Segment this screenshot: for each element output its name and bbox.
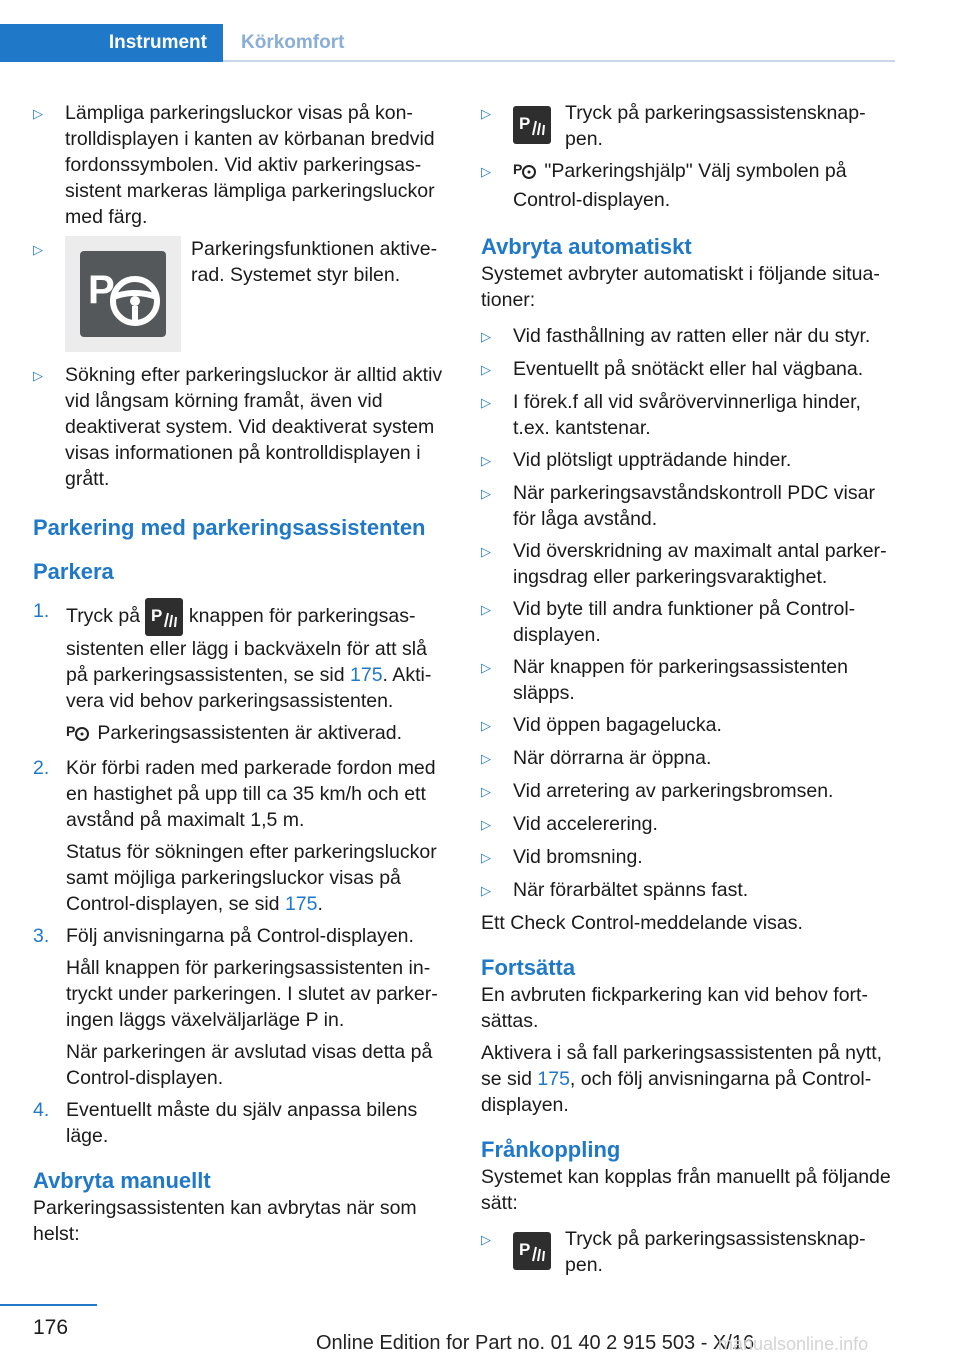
list-item-text: Vid öppen bagagelucka. bbox=[513, 714, 722, 736]
step-text: Följ anvisningarna på Control-displayen. bbox=[66, 925, 414, 947]
step-text bbox=[66, 598, 449, 714]
bullet-triangle-icon: ▷ bbox=[481, 164, 491, 179]
bullet-triangle-icon: ▷ bbox=[33, 368, 43, 383]
step-text: Eventuellt måste du själv anpassa bilens läge. bbox=[66, 1099, 418, 1147]
step-item bbox=[33, 598, 449, 714]
bullet-triangle-icon: ▷ bbox=[481, 1232, 491, 1247]
bullet-item bbox=[481, 1226, 895, 1278]
list-item-text: När parkeringsavståndskontroll PDC visar för låga avstånd. bbox=[513, 482, 875, 530]
parking-assist-active-icon bbox=[513, 160, 539, 187]
bullet-triangle-icon: ▷ bbox=[481, 453, 491, 468]
bullet-item bbox=[481, 100, 895, 152]
parking-assist-active-icon bbox=[66, 722, 92, 749]
bullet-triangle-icon: ▷ bbox=[481, 718, 491, 733]
list-item-text: Vid fasthållning av ratten eller när du styr. bbox=[513, 325, 871, 347]
subsection-heading: Fortsätta bbox=[481, 955, 576, 980]
edition-line: Online Edition for Part no. 01 40 2 915 503 - X/16 bbox=[316, 1332, 755, 1354]
step-continuation bbox=[66, 839, 449, 917]
left-column bbox=[33, 100, 449, 1253]
page-number: 176 bbox=[33, 1316, 69, 1339]
bullet-text bbox=[513, 158, 895, 213]
paragraph: Ett Check Control-meddelande visas. bbox=[481, 912, 803, 934]
footer-rule bbox=[0, 1304, 97, 1306]
bullet-item bbox=[33, 100, 449, 230]
list-item bbox=[481, 389, 895, 441]
list-item-text: Vid byte till andra funktioner på Control-displayen. bbox=[513, 598, 856, 646]
bullet-item bbox=[33, 236, 449, 352]
step-text-part: Parkeringsassistenten är aktiverad. bbox=[97, 722, 402, 744]
bullet-triangle-icon: ▷ bbox=[481, 544, 491, 559]
section-heading: Parkering med parkeringsassistenten bbox=[33, 515, 426, 540]
list-item bbox=[481, 447, 895, 474]
step-number: 1. bbox=[33, 600, 50, 622]
paragraph: Parkeringsassistenten kan avbrytas när som helst: bbox=[33, 1197, 417, 1245]
bullet-item bbox=[33, 362, 449, 492]
list-item bbox=[481, 538, 895, 590]
bullet-triangle-icon: ▷ bbox=[481, 660, 491, 675]
list-item bbox=[481, 877, 895, 904]
tab-instrument[interactable]: Instrument bbox=[0, 24, 223, 62]
bullet-text-part: "Parkeringshjälp" Välj symbolen på Control-displayen. bbox=[513, 160, 847, 211]
auto-stop-list bbox=[481, 323, 895, 904]
list-item bbox=[481, 480, 895, 532]
step-text: Kör förbi raden med parkerade fordon med en hastighet på upp till ca 35 km/h och ett avstånd på maximalt 1,5 m. bbox=[66, 757, 436, 831]
paragraph: Systemet avbryter automatiskt i följande situationer: bbox=[481, 263, 880, 311]
bullet-triangle-icon: ▷ bbox=[481, 850, 491, 865]
list-item bbox=[481, 811, 895, 838]
svg-text:P: P bbox=[519, 114, 531, 133]
paragraph: Systemet kan kopplas från manuellt på följande sätt: bbox=[481, 1166, 891, 1214]
bullet-item bbox=[481, 158, 895, 213]
list-item bbox=[481, 654, 895, 706]
list-item-text: När knappen för parkeringsassistenten släpps. bbox=[513, 656, 848, 704]
bullet-triangle-icon: ▷ bbox=[481, 784, 491, 799]
paragraph-part: , och följ anvisningarna på Control-displayen. bbox=[481, 1068, 872, 1116]
bullet-text: Tryck på parkeringsassistensknappen. bbox=[565, 1228, 866, 1276]
svg-text:P: P bbox=[88, 268, 115, 312]
step-number: 3. bbox=[33, 925, 50, 947]
list-item-text: Vid arretering av parkeringsbromsen. bbox=[513, 780, 834, 802]
parking-function-active-icon bbox=[65, 236, 181, 352]
list-item bbox=[481, 323, 895, 350]
bullet-triangle-icon: ▷ bbox=[33, 106, 43, 121]
step-continuation bbox=[66, 720, 449, 749]
step-continuation: När parkeringen är avslutad visas detta på Control-displayen. bbox=[66, 1041, 433, 1089]
page-link[interactable]: 175 bbox=[537, 1068, 570, 1090]
list-item bbox=[481, 844, 895, 871]
list-item bbox=[481, 356, 895, 383]
parking-assist-button-icon bbox=[145, 598, 183, 636]
bullet-triangle-icon: ▷ bbox=[481, 106, 491, 121]
header-rule bbox=[223, 60, 895, 62]
bullet-triangle-icon: ▷ bbox=[481, 486, 491, 501]
subsection-heading: Avbryta manuellt bbox=[33, 1168, 211, 1193]
paragraph bbox=[481, 1040, 895, 1118]
parking-assist-button-icon bbox=[513, 1232, 551, 1270]
svg-text:P: P bbox=[151, 606, 163, 625]
bullet-triangle-icon: ▷ bbox=[481, 362, 491, 377]
paragraph-part: Aktivera i så fall parkeringsassistenten på nytt, se sid bbox=[481, 1042, 883, 1090]
subsection-heading: Parkera bbox=[33, 559, 114, 584]
page-link[interactable]: 175 bbox=[284, 893, 318, 915]
paragraph: En avbruten fickparkering kan vid behov fortsättas. bbox=[481, 984, 868, 1032]
step-text-part: Tryck på bbox=[66, 605, 141, 628]
step-item bbox=[33, 1097, 449, 1149]
bullet-text: Tryck på parkeringsassistensknappen. bbox=[565, 102, 866, 150]
step-text-part: . Aktivera vid behov parkeringsassistenten. bbox=[66, 664, 432, 712]
list-item bbox=[481, 778, 895, 805]
bullet-triangle-icon: ▷ bbox=[481, 751, 491, 766]
list-item bbox=[481, 745, 895, 772]
header-tabs bbox=[0, 24, 895, 62]
bullet-text: Lämpliga parkeringsluckor visas på kontrolldisplayen i kanten av körbanan bredvid fordonssymbolen. Vid aktiv parkeringsassistent markeras lämpliga parkeringsluckor med färg. bbox=[65, 102, 435, 228]
list-item-text: När förarbältet spänns fast. bbox=[513, 879, 749, 901]
bullet-triangle-icon: ▷ bbox=[481, 395, 491, 410]
list-item-text: Vid plötsligt uppträdande hinder. bbox=[513, 449, 792, 471]
watermark: manualsonline.info bbox=[718, 1334, 869, 1354]
svg-text:P: P bbox=[66, 723, 76, 739]
bullet-triangle-icon: ▷ bbox=[481, 329, 491, 344]
svg-text:P: P bbox=[513, 161, 523, 177]
list-item-text: Vid accelerering. bbox=[513, 813, 658, 835]
list-item-text: Vid bromsning. bbox=[513, 846, 643, 868]
bullet-triangle-icon: ▷ bbox=[481, 817, 491, 832]
list-item bbox=[481, 596, 895, 648]
right-column bbox=[481, 100, 895, 1284]
step-number: 4. bbox=[33, 1099, 50, 1121]
list-item-text: I förek.f all vid svårövervinnerliga hinder, t.ex. kantstenar. bbox=[513, 391, 861, 439]
bullet-text: Sökning efter parkeringsluckor är alltid aktiv vid långsam körning framåt, även vid deaktiverat system. Vid deaktiverat system visas informationen på kontrolldisplayen i grått. bbox=[65, 364, 443, 490]
page-link[interactable]: 175 bbox=[350, 664, 383, 686]
step-number: 2. bbox=[33, 757, 50, 779]
step-text-part: . bbox=[317, 893, 323, 915]
tab-korkomfort[interactable]: Körkomfort bbox=[241, 32, 345, 53]
step-item bbox=[33, 755, 449, 833]
list-item bbox=[481, 712, 895, 739]
bullet-triangle-icon: ▷ bbox=[481, 883, 491, 898]
list-item-text: Vid överskridning av maximalt antal parkeringsdrag eller parkeringsvaraktighet. bbox=[513, 540, 887, 588]
parking-assist-button-icon bbox=[513, 106, 551, 144]
step-text-part: Status för sökningen efter parkeringsluckor samt möjliga parkeringsluckor visas på Control-displayen, se sid bbox=[66, 841, 437, 915]
list-item-text: Eventuellt på snötäckt eller hal vägbana. bbox=[513, 358, 864, 380]
subsection-heading: Frånkoppling bbox=[481, 1137, 621, 1162]
bullet-triangle-icon: ▷ bbox=[33, 242, 43, 257]
step-text-part: knappen för parkeringsassistenten eller lägg i backväxeln för att slå på parkeringsassistenten, se sid bbox=[66, 605, 427, 686]
svg-text:P: P bbox=[519, 1240, 531, 1259]
list-item-text: När dörrarna är öppna. bbox=[513, 747, 712, 769]
subsection-heading: Avbryta automatiskt bbox=[481, 234, 692, 259]
step-item bbox=[33, 923, 449, 949]
bullet-text: Parkeringsfunktionen aktiverad. Systemet styr bilen. bbox=[191, 238, 438, 286]
bullet-triangle-icon: ▷ bbox=[481, 602, 491, 617]
step-continuation: Håll knappen för parkeringsassistenten intryckt under parkeringen. I slutet av parkeringen läggs växelväljarläge P in. bbox=[66, 957, 438, 1031]
